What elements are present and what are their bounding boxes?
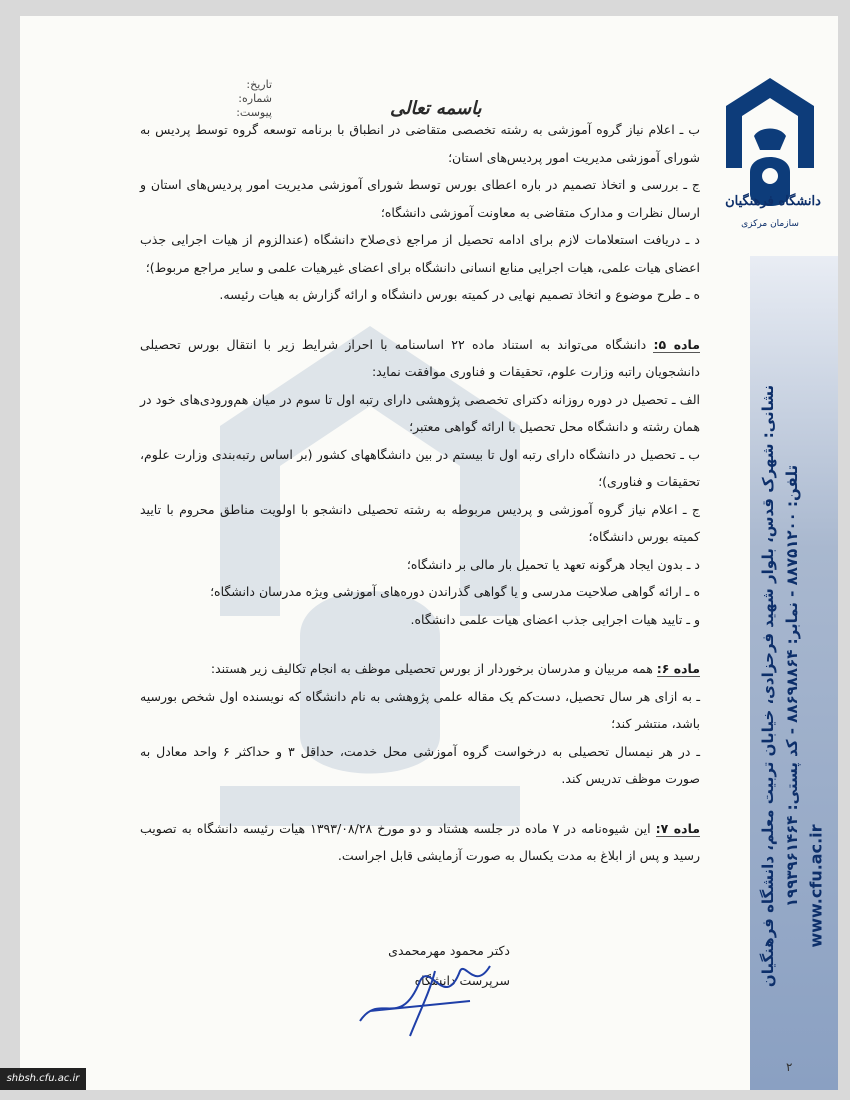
signer-name: دکتر محمود مهرمحمدی <box>388 943 510 958</box>
article-5 <box>140 331 700 386</box>
article-6-label: ماده ۶: <box>656 661 700 676</box>
page-number: ۲ <box>786 1060 793 1074</box>
article-6-item: ـ به ازای هر سال تحصیل، دست‌کم یک مقاله علمی پژوهشی به نام دانشگاه که نویسنده اول شخص بورسیه باشد، منتشر کند؛ <box>140 688 700 731</box>
article-6 <box>140 655 700 683</box>
article-6-item: ـ در هر نیمسال تحصیلی به درخواست گروه آموزشی محل خدمت، حداقل ۳ و حداکثر ۶ واحد معادل به صورت موظف تدریس کند. <box>140 743 700 786</box>
clause-h: ه ـ طرح موضوع و اتخاذ تصمیم نهایی در کمیته بورس دانشگاه و ارائه گزارش به هیات رئیسه. <box>219 287 700 302</box>
article-7 <box>140 815 700 870</box>
letter-meta <box>192 78 272 120</box>
date-label: تاریخ: <box>246 78 272 91</box>
footer-contact <box>754 296 826 1076</box>
logo-subtitle: سازمان مرکزی <box>741 219 799 229</box>
letter-body <box>140 116 700 870</box>
article-5-item: د ـ بدون ایجاد هرگونه تعهد یا تحمیل بار مالی بر دانشگاه؛ <box>406 556 700 572</box>
phone-text: تلفن: ۸۸۷۵۱۲۰۰ - نمابر: ۸۸۶۹۸۸۶۴ - کد پستی: ۱۹۹۳۹۶۱۴۶۴ <box>783 464 801 908</box>
heading-bismillah: باسمه تعالی <box>390 98 482 119</box>
signer-title: سرپرست دانشگاه <box>414 973 510 988</box>
article-5-item: الف ـ تحصیل در دوره روزانه دکترای تخصصی پژوهشی دارای رتبه اول تا سوم در میان هم‌ورودی‌های خود در همان رشته و دانشگاه محل تحصیل با ارائه گواهی معتبر؛ <box>140 391 700 434</box>
clause-b: ب ـ اعلام نیاز گروه آموزشی به رشته تخصصی متقاضی در انطباق با برنامه توسعه گروه توسط پردیس به شورای آموزشی مدیریت امور پردیس‌های استان؛ <box>140 122 700 165</box>
article-5-label: ماده ۵: <box>653 336 700 352</box>
logo-name: دانشگاه فرهنگیان <box>725 194 821 209</box>
article-5-item: ب ـ تحصیل در دانشگاه دارای رتبه اول تا بیستم در بین دانشگاههای کشور (بر اساس رتبه‌بندی وزارت علوم، تحقیقات و فناوری)؛ <box>140 446 700 489</box>
number-label: شماره: <box>238 92 272 105</box>
article-5-item: ج ـ اعلام نیاز گروه آموزشی و پردیس مربوطه به رشته تحصیلی دانشجو با اولویت مناطق محروم با تایید کمیته بورس دانشگاه؛ <box>140 501 700 544</box>
clause-j: ج ـ بررسی و اتخاذ تصمیم در باره اعطای بورس توسط شورای آموزشی مدیریت امور پردیس‌های استان و ارسال نظرات و مدارک متقاضی به معاونت آموزشی دانشگاه؛ <box>140 177 700 220</box>
letter-page <box>20 16 838 1090</box>
address-text: نشانی: شهرک قدس، بلوار شهید فرحزادی، خیابان تربیت معلم، دانشگاه فرهنگیان <box>759 384 777 988</box>
article-7-text: این شیوه‌نامه در ۷ ماده در جلسه هشتاد و دو مورخ ۱۳۹۳/۰۸/۲۸ هیات رئیسه دانشگاه به تصویب رسید و پس از ابلاغ به مدت یکسال به صورت آزمایشی قابل اجراست. <box>140 820 700 863</box>
attachment-label: پیوست: <box>236 106 272 119</box>
handwritten-signature <box>350 951 500 1041</box>
article-5-item: ه ـ ارائه گواهی صلاحیت مدرسی و یا گواهی گذراندن دوره‌های آموزشی ویژه مدرسان دانشگاه؛ <box>210 584 700 599</box>
clause-d: د ـ دریافت استعلامات لازم برای ادامه تحصیل از مراجع ذی‌صلاح دانشگاه (عندالزوم از هیات اجرایی جذب اعضای هیات علمی، هیات اجرایی منابع انسانی دانشگاه برای اعضای غیرهیات علمی و سایر مراجع مربوط)؛ <box>140 232 700 275</box>
article-7-label: ماده ۷: <box>655 820 700 836</box>
article-5-text: دانشگاه می‌تواند به استناد ماده ۲۲ اساسنامه با احراز شرایط زیر با انتقال بورس تحصیلی دانشجویان راتبه وزارت علوم، تحقیقات و فناوری موافقت نماید: <box>140 336 700 379</box>
website-text: www.cfu.ac.ir <box>806 824 826 948</box>
article-5-item: و ـ تایید هیات اجرایی جذب اعضای هیات علمی دانشگاه. <box>410 611 700 627</box>
source-url: shbsh.cfu.ac.ir <box>0 1068 86 1090</box>
article-6-text: همه مربیان و مدرسان برخوردار از بورس تحصیلی موظف به انجام تکالیف زیر هستند: <box>210 661 657 676</box>
